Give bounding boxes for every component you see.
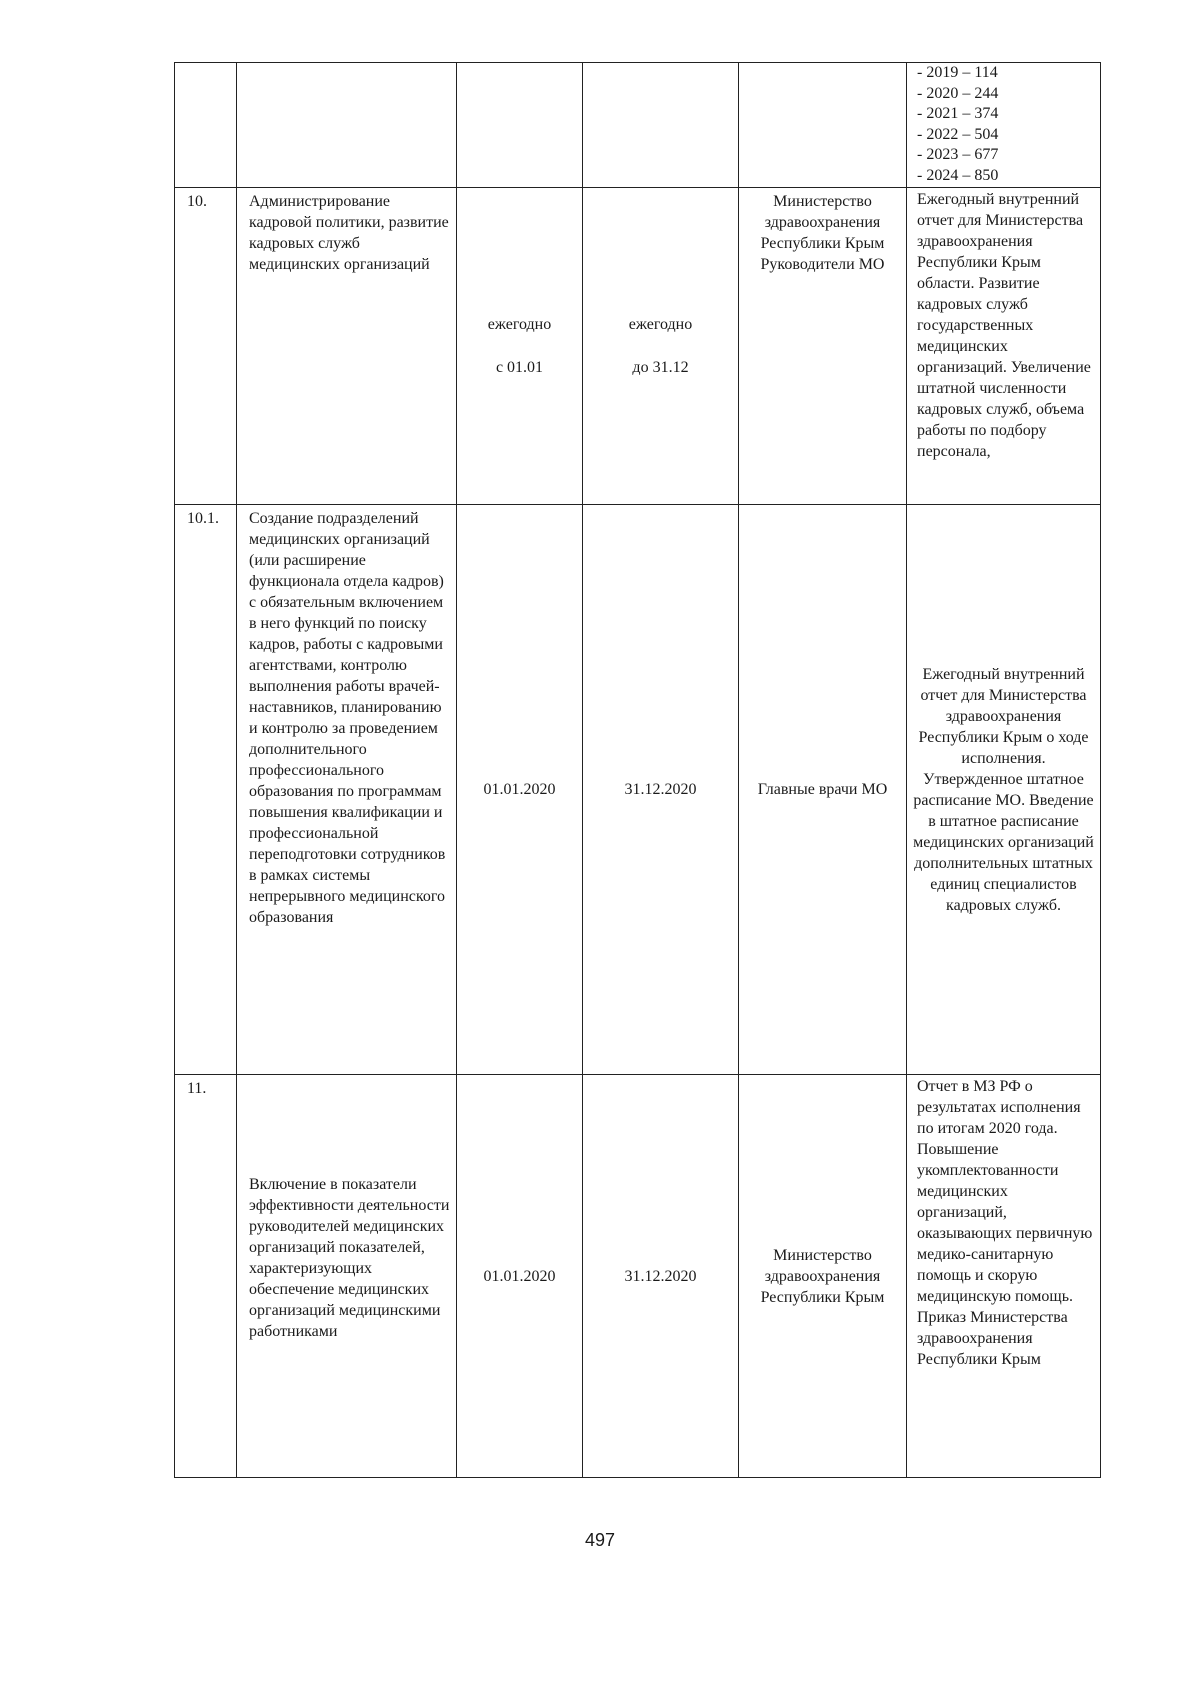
year-value: - 2019 – 114 — [917, 64, 998, 81]
start-date: с 01.01 — [495, 359, 544, 376]
end-date-cell — [583, 188, 739, 505]
end-date: 31.12.2020 — [583, 505, 739, 1075]
measure-title: Включение в показатели эффективности деятельности руководителей медицинских организаций показателей, характеризующих обеспечение медицинских организаций медицинскими работниками — [237, 1075, 457, 1478]
year-value: - 2023 – 677 — [917, 146, 999, 163]
executor: Министерство здравоохранения Республики Крым — [739, 1075, 907, 1478]
year-value: - 2024 – 850 — [917, 166, 999, 184]
table-row — [175, 63, 1101, 188]
year-value: - 2020 – 244 — [917, 84, 999, 102]
table-row — [175, 188, 1101, 505]
row-number-cell — [175, 63, 237, 188]
measure-title: Администрирование кадровой политики, развитие кадровых служб медицинских организаций — [237, 188, 457, 505]
result-cell — [907, 63, 1101, 188]
executor-cell — [739, 63, 907, 188]
end-date-cell — [583, 63, 739, 188]
table-row — [175, 1075, 1101, 1478]
result: Ежегодный внутренний отчет для Министерства здравоохранения Республики Крым области. Развитие кадровых служб государственных медицинских организаций. Увеличение штатной численности кадровых служб, объема работы по подбору персонала, — [907, 188, 1101, 505]
measures-table — [174, 62, 1101, 1478]
result: Ежегодный внутренний отчет для Министерства здравоохранения Республики Крым о ходе исполнения. Утвержденное штатное расписание МО. Введение в штатное расписание медицинских организаций дополнительных штатных единиц специалистов кадровых служб. — [907, 505, 1101, 1075]
page-number: 497 — [584, 1530, 616, 1550]
table-row — [175, 505, 1101, 1075]
end-date: 31.12.2020 — [583, 1075, 739, 1478]
measure-title: Создание подразделений медицинских организаций (или расширение функционала отдела кадров) с обязательным включением в него функций по поиску кадров, работы с кадровыми агентствами, контролю выполнения работы врачей-наставников, планированию и контролю за проведением дополнительного профессионального образования по программам повышения квалификации и профессиональной переподготовки сотрудников в рамках системы непрерывного медицинского образования — [237, 505, 457, 1075]
start-date-cell — [457, 63, 583, 188]
executor: Главные врачи МО — [739, 505, 907, 1075]
row-number: 10.1. — [175, 505, 237, 1075]
row-number: 11. — [175, 1075, 237, 1478]
start-date: 01.01.2020 — [457, 1075, 583, 1478]
start-date: 01.01.2020 — [457, 505, 583, 1075]
result: Отчет в МЗ РФ о результатах исполнения по итогам 2020 года. Повышение укомплектованности медицинских организаций, оказывающих первичную медико-санитарную помощь и скорую медицинскую помощь. Приказ Министерства здравоохранения Республики Крым — [907, 1075, 1101, 1478]
executor: Министерство здравоохранения Республики Крым Руководители МО — [739, 188, 907, 505]
measure-title-cell — [237, 63, 457, 188]
start-date-label: ежегодно — [487, 316, 552, 333]
end-date-label: ежегодно — [628, 316, 693, 333]
row-number: 10. — [175, 188, 237, 505]
year-value: - 2022 – 504 — [917, 125, 999, 143]
year-value: - 2021 – 374 — [917, 105, 999, 122]
end-date: до 31.12 — [632, 359, 689, 376]
start-date-cell — [457, 188, 583, 505]
